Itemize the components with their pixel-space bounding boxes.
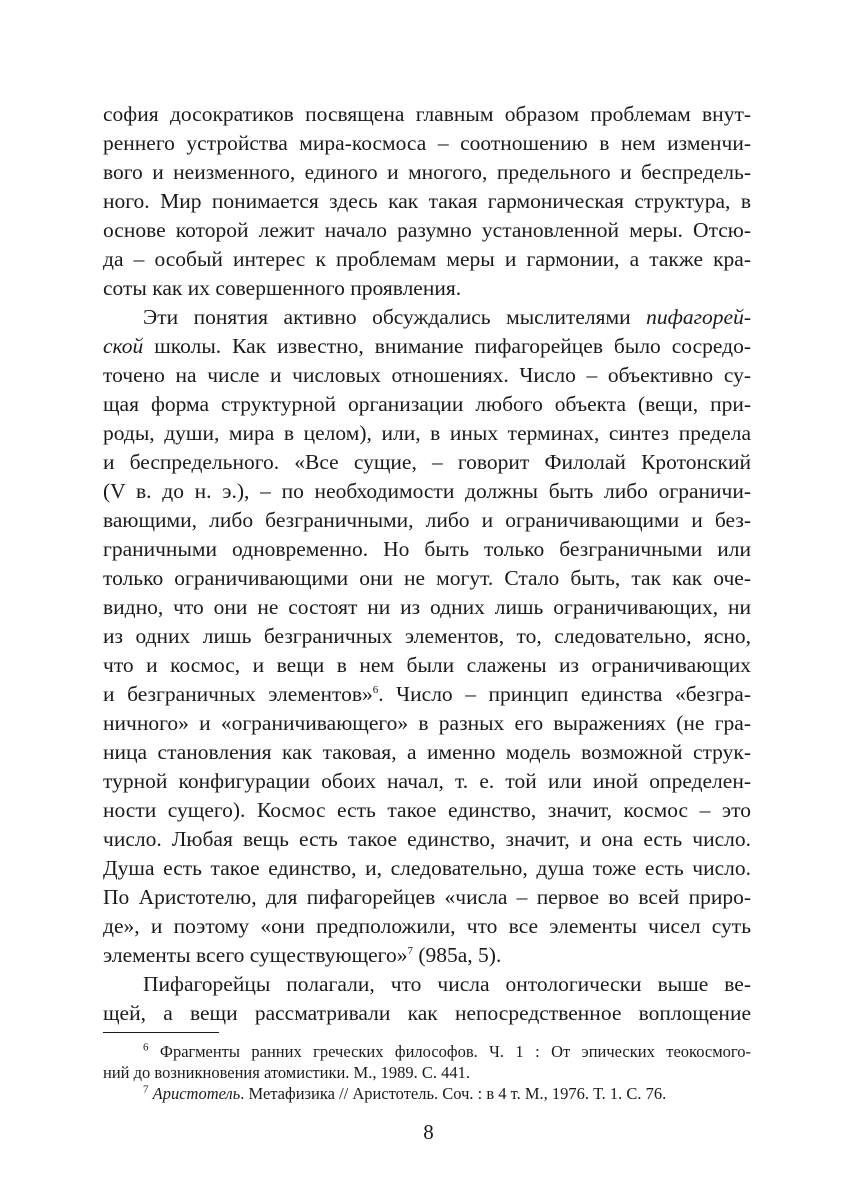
footnote-7 <box>143 1083 751 1104</box>
text-line: По Аристотелю, для пифагорейцев «числа – первое во всей приро- <box>103 885 751 909</box>
text-line <box>103 942 751 969</box>
text-line: реннего устройства мира-космоса – соотношению в нем изменчи- <box>103 131 751 155</box>
text-line: видно, что они не состоят ни из одних лишь ограничивающих, ни <box>103 595 751 619</box>
text-line: щая форма структурной организации любого объекта (вещи, при- <box>103 392 751 416</box>
italic-term: ской <box>103 334 144 358</box>
text-line: софия досократиков посвящена главным образом проблемам внут- <box>103 102 751 126</box>
text-span: элементы всего существующего» <box>103 943 408 967</box>
footnote-number: 6 <box>143 1041 149 1054</box>
text-line: ница становления как таковая, а именно модель возможной струк- <box>103 740 751 764</box>
text-line: вого и неизменного, единого и многого, предельного и беспредель- <box>103 160 751 184</box>
text-line: вающими, либо безграничными, либо и ограничивающими и без- <box>103 508 751 532</box>
text-line: щей, а вещи рассматривали как непосредственное воплощение <box>103 1001 751 1025</box>
footnote-text: . Метафизика // Аристотель. Соч. : в 4 т. М., 1976. Т. 1. С. 76. <box>240 1084 667 1103</box>
footnote-6 <box>143 1041 751 1062</box>
footnote-author: Аристотель <box>152 1084 241 1103</box>
text-line: Пифагорейцы полагали, что числа онтологически выше ве- <box>143 972 751 996</box>
text-line: только ограничивающими они не могут. Стало быть, так как оче- <box>103 566 751 590</box>
footnote-divider <box>103 1032 219 1033</box>
text-span: (985a, 5). <box>412 943 502 967</box>
text-line: точено на числе и числовых отношениях. Число – объективно су- <box>103 363 751 387</box>
text-line <box>103 681 751 708</box>
text-line: (V в. до н. э.), – по необходимости должны быть либо ограничи- <box>103 479 751 503</box>
text-line <box>103 333 751 360</box>
text-line: ничного» и «ограничивающего» в разных его выражениях (не гра- <box>103 711 751 735</box>
italic-term: пифагорей- <box>646 305 751 329</box>
text-line: и беспредельного. «Все сущие, – говорит Филолай Кротонский <box>103 450 751 474</box>
text-line: роды, души, мира в целом), или, в иных терминах, синтез предела <box>103 421 751 445</box>
text-line: да – особый интерес к проблемам меры и гармонии, а также кра- <box>103 247 751 271</box>
text-line: ности сущего). Космос есть такое единство, значит, космос – это <box>103 798 751 822</box>
text-line: из одних лишь безграничных элементов, то, следовательно, ясно, <box>103 624 751 648</box>
footnote-text: Фрагменты ранних греческих философов. Ч. 1 : От эпических теокосмого- <box>148 1042 751 1061</box>
text-line: основе которой лежит начало разумно установленной меры. Отсю- <box>103 218 751 242</box>
text-span: Эти понятия активно обсуждались мыслителями <box>143 305 647 329</box>
text-line: ного. Мир понимается здесь как такая гармоническая структура, в <box>103 189 751 213</box>
footnote-ref[interactable]: 7 <box>407 944 413 957</box>
text-span: . Число – принцип единства «безгра- <box>378 682 751 706</box>
footnote-ref[interactable]: 6 <box>372 683 379 696</box>
text-span: школы. Как известно, внимание пифагорейцев было сосредо- <box>143 334 751 358</box>
text-line: граничными одновременно. Но быть только безграничными или <box>103 537 751 561</box>
text-line: соты как их совершенного проявления. <box>103 276 462 300</box>
page-number: 8 <box>423 1120 434 1144</box>
text-line: турной конфигурации обоих начал, т. е. той или иной определен- <box>103 769 751 793</box>
text-line: что и космос, и вещи в нем были слажены из ограничивающих <box>103 653 751 677</box>
text-line: де», и поэтому «они предположили, что все элементы чисел суть <box>103 914 751 938</box>
text-line <box>143 304 751 331</box>
text-line: Душа есть такое единство, и, следовательно, душа тоже есть число. <box>103 856 751 880</box>
footnote-number: 7 <box>143 1083 149 1096</box>
footnote-6-cont: ний до возникновения атомистики. М., 1989. С. 441. <box>103 1063 470 1082</box>
text-line: число. Любая вещь есть такое единство, значит, и она есть число. <box>103 827 751 851</box>
text-span: и безграничных элементов» <box>103 682 373 706</box>
